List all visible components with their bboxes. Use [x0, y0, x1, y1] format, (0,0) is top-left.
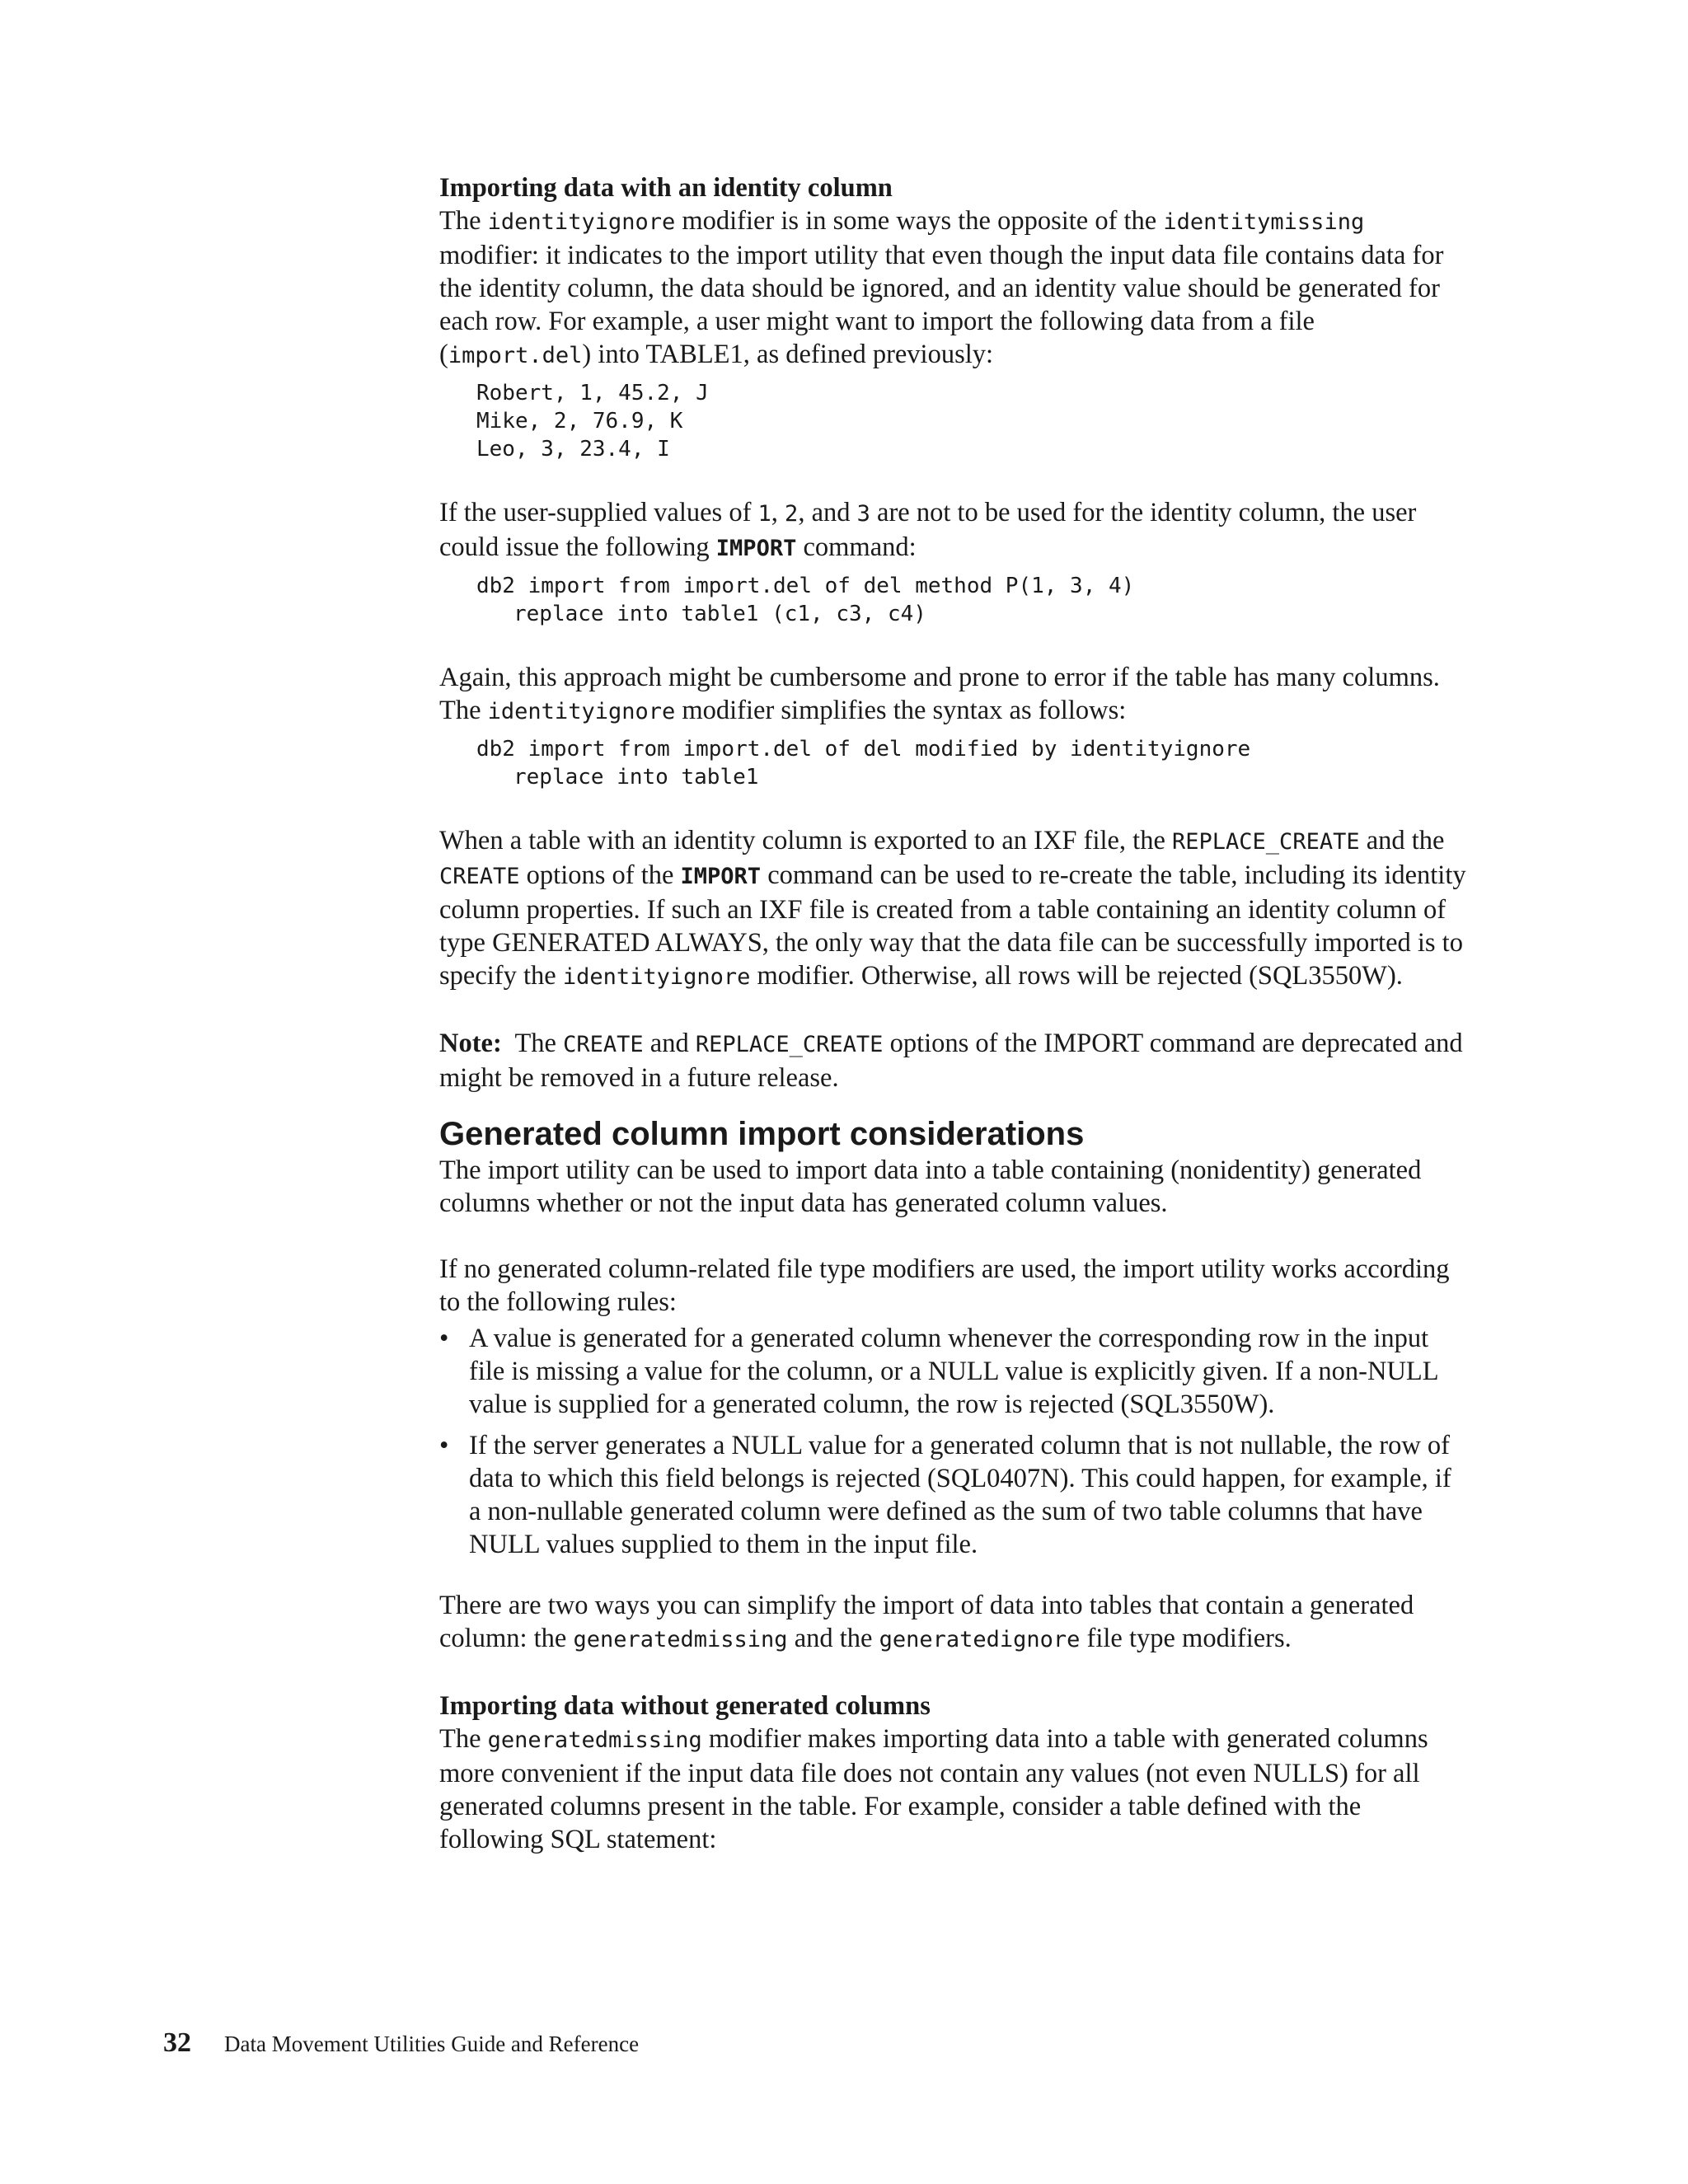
page-body: [439, 171, 1470, 1856]
bullet-icon: •: [439, 1431, 449, 1460]
text: If the user-supplied values of: [439, 498, 758, 527]
text: modifier is in some ways the opposite of the: [675, 206, 1164, 236]
page-footer: [163, 2027, 639, 2059]
code-identityignore: identityignore: [487, 699, 676, 724]
paragraph-user-supplied-values: [439, 496, 1470, 565]
code-line: Robert, 1, 45.2, J: [476, 381, 709, 405]
code-identityignore: identityignore: [562, 964, 751, 990]
code-import-del: import.del: [448, 343, 583, 368]
command-import: IMPORT: [715, 536, 797, 561]
code-value-1: 1: [757, 501, 771, 527]
code-line: db2 import from import.del of del method P(1, 3, 4): [476, 574, 1135, 598]
text: command:: [796, 532, 917, 562]
text: are not to be used for the identity column, the user could issue the following: [439, 498, 1417, 562]
book-title: Data Movement Utilities Guide and Reference: [224, 2032, 640, 2056]
text: The: [439, 206, 488, 236]
code-line: replace into table1: [513, 765, 759, 790]
paragraph-generatedmissing: [439, 1722, 1470, 1856]
text: The: [501, 1029, 564, 1058]
code-value-3: 3: [856, 501, 870, 527]
text: command can be used to re-create the table, including its identity column properties. If such an IXF file is created from a table containing an identity column of type GENERATED ALWAYS, the only way that the data file can be successfully imported is to specify the: [439, 860, 1466, 991]
list-item: [439, 1429, 1470, 1561]
text: The: [439, 1724, 488, 1754]
code-line: Mike, 2, 76.9, K: [476, 409, 683, 434]
text: and: [643, 1029, 696, 1058]
code-create: CREATE: [439, 864, 520, 889]
text: modifier. Otherwise, all rows will be rejected (SQL3550W).: [750, 961, 1403, 991]
paragraph-generated-intro: The import utility can be used to import data into a table containing (nonidentity) generated columns whether or not the input data has generated column values.: [439, 1155, 1422, 1218]
paragraph-rules-intro: If no generated column-related file type modifiers are used, the import utility works according to the following rules:: [439, 1254, 1450, 1317]
list-item-text: If the server generates a NULL value for a generated column that is not nullable, the row of data to which this field belongs is rejected (SQL0407N). This could happen, for example, if a non-nullable generated column were defined as the sum of two table columns that have NULL values supplied to them in the input file.: [469, 1431, 1451, 1559]
bullet-icon: •: [439, 1324, 449, 1353]
code-block-identityignore: [476, 735, 1470, 791]
text: and the: [1359, 826, 1445, 855]
text: and the: [787, 1624, 879, 1653]
code-generatedignore: generatedignore: [879, 1627, 1081, 1652]
paragraph-ixf-export: [439, 824, 1470, 994]
code-line: replace into table1 (c1, c3, c4): [513, 602, 926, 626]
subheading-without-generated: Importing data without generated columns: [439, 1691, 931, 1721]
text: file type modifiers.: [1080, 1624, 1292, 1653]
code-identityignore: identityignore: [487, 209, 676, 235]
text: options of the: [519, 860, 681, 890]
code-generatedmissing: generatedmissing: [487, 1727, 702, 1753]
command-import: IMPORT: [680, 864, 762, 889]
section-title-generated-column: Generated column import considerations: [439, 1116, 1085, 1152]
code-replace-create: REPLACE_CREATE: [1172, 829, 1360, 855]
code-generatedmissing: generatedmissing: [573, 1627, 788, 1652]
list-item: [439, 1322, 1470, 1421]
text: Again, this approach might be cumbersome and prone to error if the table has many columns. The: [439, 663, 1440, 725]
page-number: 32: [163, 2027, 191, 2058]
text: When a table with an identity column is exported to an IXF file, the: [439, 826, 1173, 855]
note-deprecated-options: [439, 1027, 1470, 1094]
note-label: Note:: [439, 1029, 502, 1058]
code-line: db2 import from import.del of del modified by identityignore: [476, 737, 1251, 762]
text: modifier: it indicates to the import utility that even though the input data file contains data for the identity column, the data should be ignored, and an identity value should be generated for each row. For example, a user might want to import the following data from a file (: [439, 241, 1444, 369]
text: ,: [771, 498, 785, 527]
text: modifier makes importing data into a table with generated columns more convenient if the input data file does not contain any values (not even NULLS) for all generated columns present in the table. For example, consider a table defined with the following SQL statement:: [439, 1724, 1428, 1854]
code-block-sample-data: [476, 379, 1470, 463]
paragraph-two-ways: [439, 1589, 1470, 1657]
code-block-method-p: [476, 572, 1470, 628]
paragraph-cumbersome: [439, 661, 1470, 729]
list-item-text: A value is generated for a generated column whenever the corresponding row in the input file is missing a value for the column, or a NULL value is explicitly given. If a non-NULL value is supplied for a generated column, the row is rejected (SQL3550W).: [469, 1324, 1438, 1419]
code-value-2: 2: [785, 501, 799, 527]
text: , and: [798, 498, 857, 527]
text: There are two ways you can simplify the import of data into tables that contain a generated column: the: [439, 1591, 1414, 1653]
code-replace-create: REPLACE_CREATE: [695, 1032, 884, 1057]
rules-list: [439, 1322, 1470, 1561]
subheading-identity-column: Importing data with an identity column: [439, 173, 893, 203]
text: ) into TABLE1, as defined previously:: [582, 340, 994, 369]
code-line: Leo, 3, 23.4, I: [476, 437, 670, 462]
text: options of the IMPORT command are deprecated and might be removed in a future release.: [439, 1029, 1463, 1093]
paragraph-identityignore-intro: [439, 204, 1470, 373]
code-identitymissing: identitymissing: [1163, 209, 1365, 235]
code-create: CREATE: [563, 1032, 644, 1057]
text: modifier simplifies the syntax as follows:: [675, 696, 1127, 725]
